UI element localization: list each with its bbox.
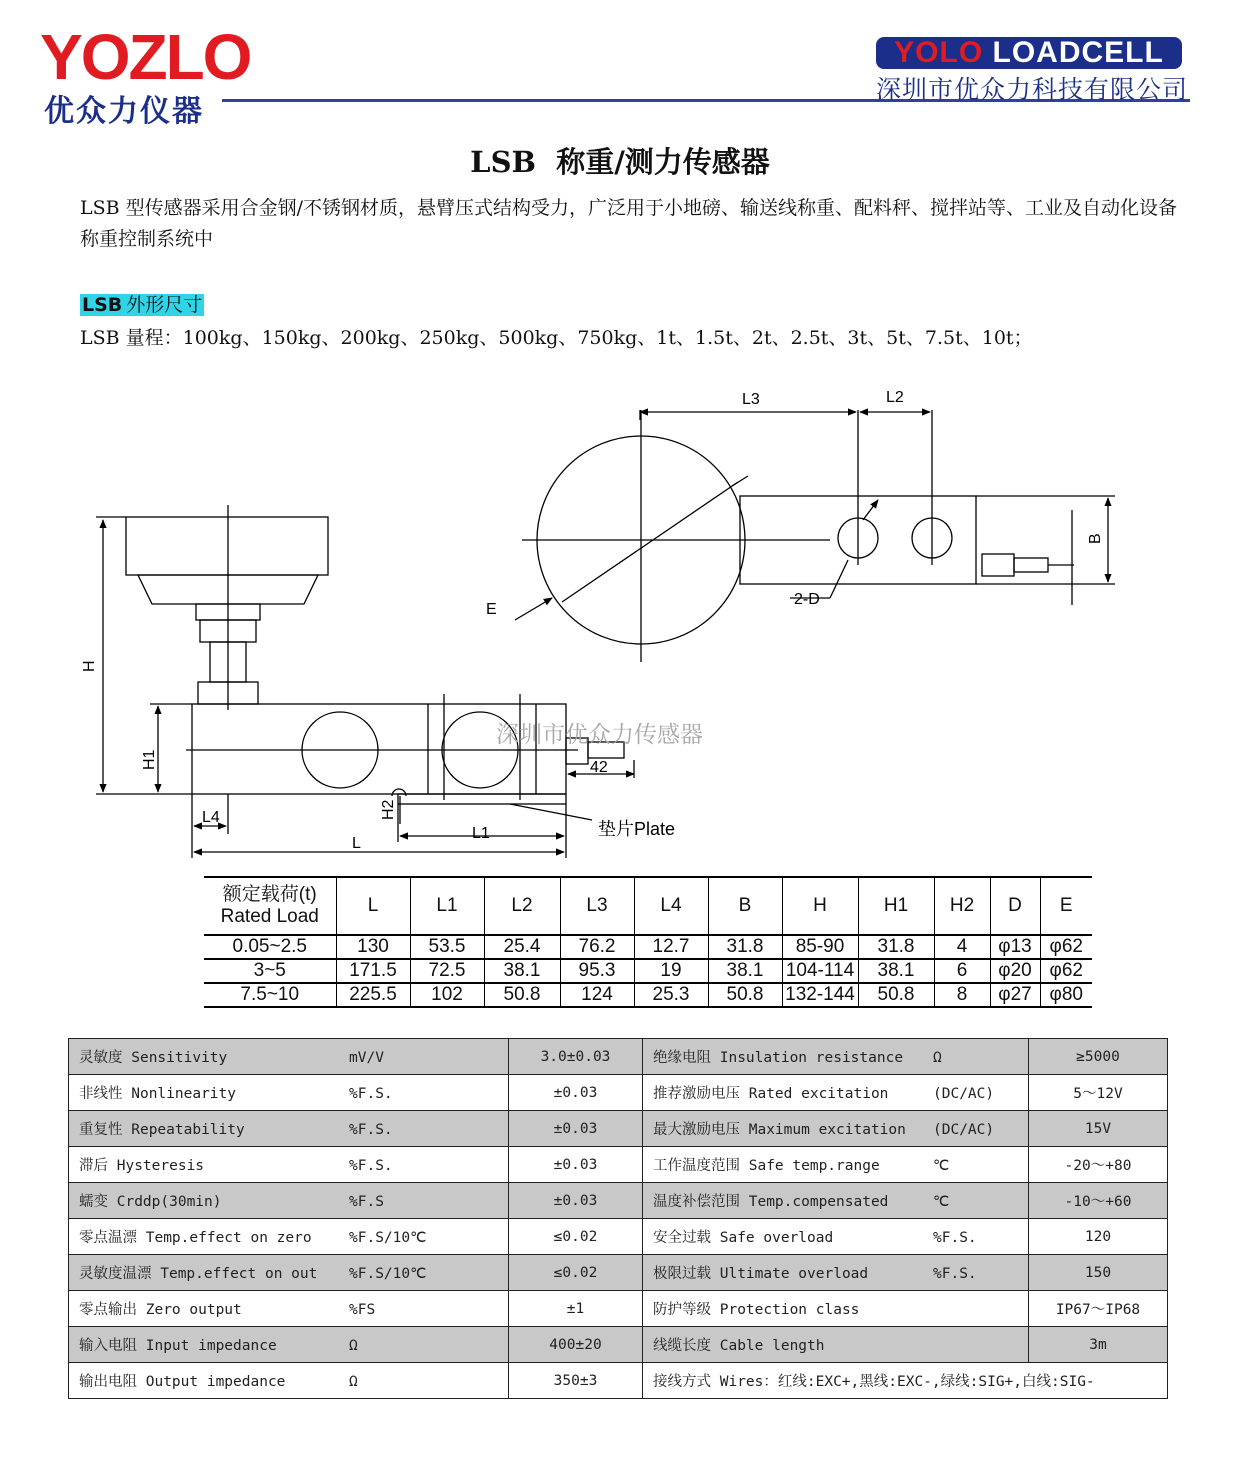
capacity-range: LSB 量程：100kg、150kg、200kg、250kg、500kg、750kg、1t、1.5t、2t、2.5t、3t、5t、7.5t、10t； <box>80 327 1033 349</box>
spec-param-right: 安全过载 Safe overload %F.S. <box>643 1219 1029 1255</box>
table-cell: 6 <box>934 959 990 983</box>
spec-param-left: 灵敏度温漂 Temp.effect on out %F.S/10℃ <box>69 1255 509 1291</box>
table-cell: 7.5~10 <box>204 983 336 1007</box>
table-cell: 4 <box>934 935 990 959</box>
spec-param-right: 线缆长度 Cable length <box>643 1327 1029 1363</box>
spec-value-left: 400±20 <box>509 1327 643 1363</box>
spec-value-right: 150 <box>1029 1255 1168 1291</box>
dimension-table <box>204 876 1092 1008</box>
col-header: B <box>708 877 782 935</box>
col-header: H2 <box>934 877 990 935</box>
spec-value-right: 120 <box>1029 1219 1168 1255</box>
spec-value-left: 3.0±0.03 <box>509 1039 643 1075</box>
spec-row <box>69 1075 1168 1111</box>
spec-param-right: 温度补偿范围 Temp.compensated ℃ <box>643 1183 1029 1219</box>
dimension-table-header <box>204 877 1092 935</box>
table-cell: φ62 <box>1040 935 1092 959</box>
brand-badge <box>876 37 1182 69</box>
col-header: L1 <box>410 877 484 935</box>
table-cell: 72.5 <box>410 959 484 983</box>
table-cell: 12.7 <box>634 935 708 959</box>
dim-label-d: 2-D <box>794 591 820 608</box>
brand-yolo: YOLO <box>894 36 984 69</box>
table-cell: 8 <box>934 983 990 1007</box>
dim-label-b: B <box>1087 533 1104 544</box>
spec-row <box>69 1111 1168 1147</box>
spec-param-left: 重复性 Repeatability %F.S. <box>69 1111 509 1147</box>
table-cell: 171.5 <box>336 959 410 983</box>
dim-label-h1: H1 <box>141 749 158 770</box>
rated-load-header-cn: 额定载荷(t) <box>222 884 317 905</box>
table-cell: 225.5 <box>336 983 410 1007</box>
rated-load-header-en: Rated Load <box>220 906 319 927</box>
spec-table <box>68 1038 1168 1399</box>
table-cell: φ27 <box>990 983 1040 1007</box>
col-header: E <box>1040 877 1092 935</box>
dim-label-h: H <box>81 660 98 672</box>
table-cell: 104-114 <box>782 959 858 983</box>
col-header: D <box>990 877 1040 935</box>
table-cell: 3~5 <box>204 959 336 983</box>
table-cell: 38.1 <box>858 959 934 983</box>
dim-label-e: E <box>486 601 497 618</box>
table-cell: 31.8 <box>858 935 934 959</box>
spec-row <box>69 1147 1168 1183</box>
plate-label: 垫片Plate <box>598 819 676 839</box>
spec-value-left: ±1 <box>509 1291 643 1327</box>
spec-row <box>69 1219 1168 1255</box>
dim-label-h2: H2 <box>380 799 397 820</box>
spec-value-left: ±0.03 <box>509 1075 643 1111</box>
dim-label-l1: L1 <box>472 825 490 842</box>
logo-subtitle: 优众力仪器 <box>44 94 204 129</box>
section-label-model: LSB <box>82 294 123 316</box>
company-logo: YOZLO <box>40 21 251 93</box>
spec-param-left: 输出电阻 Output impedance Ω <box>69 1363 509 1399</box>
company-name: 深圳市优众力科技有限公司 <box>876 75 1189 104</box>
spec-value-left: ≤0.02 <box>509 1219 643 1255</box>
table-cell: φ80 <box>1040 983 1092 1007</box>
spec-row <box>69 1039 1168 1075</box>
watermark: 深圳市优众力传感器 <box>496 721 703 747</box>
table-cell: 50.8 <box>484 983 560 1007</box>
spec-value-left: ±0.03 <box>509 1147 643 1183</box>
spec-param-right: 绝缘电阻 Insulation resistance Ω <box>643 1039 1029 1075</box>
page-title: LSB 称重/测力传感器 <box>470 145 770 179</box>
table-cell: 0.05~2.5 <box>204 935 336 959</box>
table-cell: 76.2 <box>560 935 634 959</box>
spec-param-left: 蠕变 Crddp(30min) %F.S <box>69 1183 509 1219</box>
table-cell: 19 <box>634 959 708 983</box>
table-row <box>204 959 1092 983</box>
spec-value-left: ≤0.02 <box>509 1255 643 1291</box>
col-header: H1 <box>858 877 934 935</box>
table-cell: 53.5 <box>410 935 484 959</box>
dimension-drawing <box>0 380 1240 870</box>
spec-value-right: IP67～IP68 <box>1029 1291 1168 1327</box>
table-cell: φ13 <box>990 935 1040 959</box>
spec-param-right: 防护等级 Protection class <box>643 1291 1029 1327</box>
table-cell: 31.8 <box>708 935 782 959</box>
spec-wires: 接线方式 Wires：红线:EXC+,黑线:EXC-,绿线:SIG+,白线:SIG- <box>643 1363 1168 1399</box>
table-cell: 50.8 <box>858 983 934 1007</box>
col-header: L4 <box>634 877 708 935</box>
section-label <box>80 290 204 317</box>
spec-value-right: 5～12V <box>1029 1075 1168 1111</box>
rated-load-header <box>204 877 336 935</box>
spec-row <box>69 1363 1168 1399</box>
spec-row <box>69 1327 1168 1363</box>
brand-loadcell: LOADCELL <box>992 36 1164 69</box>
table-cell: 102 <box>410 983 484 1007</box>
table-cell: φ20 <box>990 959 1040 983</box>
col-header: L <box>336 877 410 935</box>
intro-paragraph: LSB 型传感器采用合金钢/不锈钢材质，悬臂压式结构受力，广泛用于小地磅、输送线称重、配料秤、搅拌站等、工业及自动化设备称重控制系统中 <box>80 197 1178 250</box>
table-cell: 38.1 <box>484 959 560 983</box>
spec-param-right: 极限过载 Ultimate overload %F.S. <box>643 1255 1029 1291</box>
spec-value-left: 350±3 <box>509 1363 643 1399</box>
dim-label-l4: L4 <box>202 809 220 826</box>
spec-param-left: 滞后 Hysteresis %F.S. <box>69 1147 509 1183</box>
table-cell: 38.1 <box>708 959 782 983</box>
dim-label-cable: 42 <box>590 759 608 776</box>
spec-value-right: -20～+80 <box>1029 1147 1168 1183</box>
table-cell: 25.3 <box>634 983 708 1007</box>
spec-param-left: 零点温漂 Temp.effect on zero %F.S/10℃ <box>69 1219 509 1255</box>
spec-param-left: 零点输出 Zero output %FS <box>69 1291 509 1327</box>
spec-value-right: 15V <box>1029 1111 1168 1147</box>
table-cell: 95.3 <box>560 959 634 983</box>
table-cell: 132-144 <box>782 983 858 1007</box>
table-row <box>204 935 1092 959</box>
table-cell: φ62 <box>1040 959 1092 983</box>
col-header: L3 <box>560 877 634 935</box>
spec-row <box>69 1183 1168 1219</box>
table-cell: 124 <box>560 983 634 1007</box>
table-cell: 85-90 <box>782 935 858 959</box>
spec-value-right: -10～+60 <box>1029 1183 1168 1219</box>
spec-row <box>69 1291 1168 1327</box>
col-header: H <box>782 877 858 935</box>
spec-param-right: 最大激励电压 Maximum excitation (DC/AC) <box>643 1111 1029 1147</box>
spec-value-left: ±0.03 <box>509 1111 643 1147</box>
spec-row <box>69 1255 1168 1291</box>
dim-label-l: L <box>352 835 361 852</box>
spec-param-left: 输入电阻 Input impedance Ω <box>69 1327 509 1363</box>
spec-param-right: 工作温度范围 Safe temp.range ℃ <box>643 1147 1029 1183</box>
dim-label-l2: L2 <box>886 389 904 406</box>
table-cell: 50.8 <box>708 983 782 1007</box>
section-label-text: 外形尺寸 <box>126 294 203 316</box>
spec-value-right: ≥5000 <box>1029 1039 1168 1075</box>
table-cell: 25.4 <box>484 935 560 959</box>
table-row <box>204 983 1092 1007</box>
table-cell: 130 <box>336 935 410 959</box>
col-header: L2 <box>484 877 560 935</box>
spec-value-right: 3m <box>1029 1327 1168 1363</box>
dim-label-l3: L3 <box>742 391 760 408</box>
spec-param-left: 灵敏度 Sensitivity mV/V <box>69 1039 509 1075</box>
spec-param-right: 推荐激励电压 Rated excitation (DC/AC) <box>643 1075 1029 1111</box>
spec-value-left: ±0.03 <box>509 1183 643 1219</box>
spec-param-left: 非线性 Nonlinearity %F.S. <box>69 1075 509 1111</box>
